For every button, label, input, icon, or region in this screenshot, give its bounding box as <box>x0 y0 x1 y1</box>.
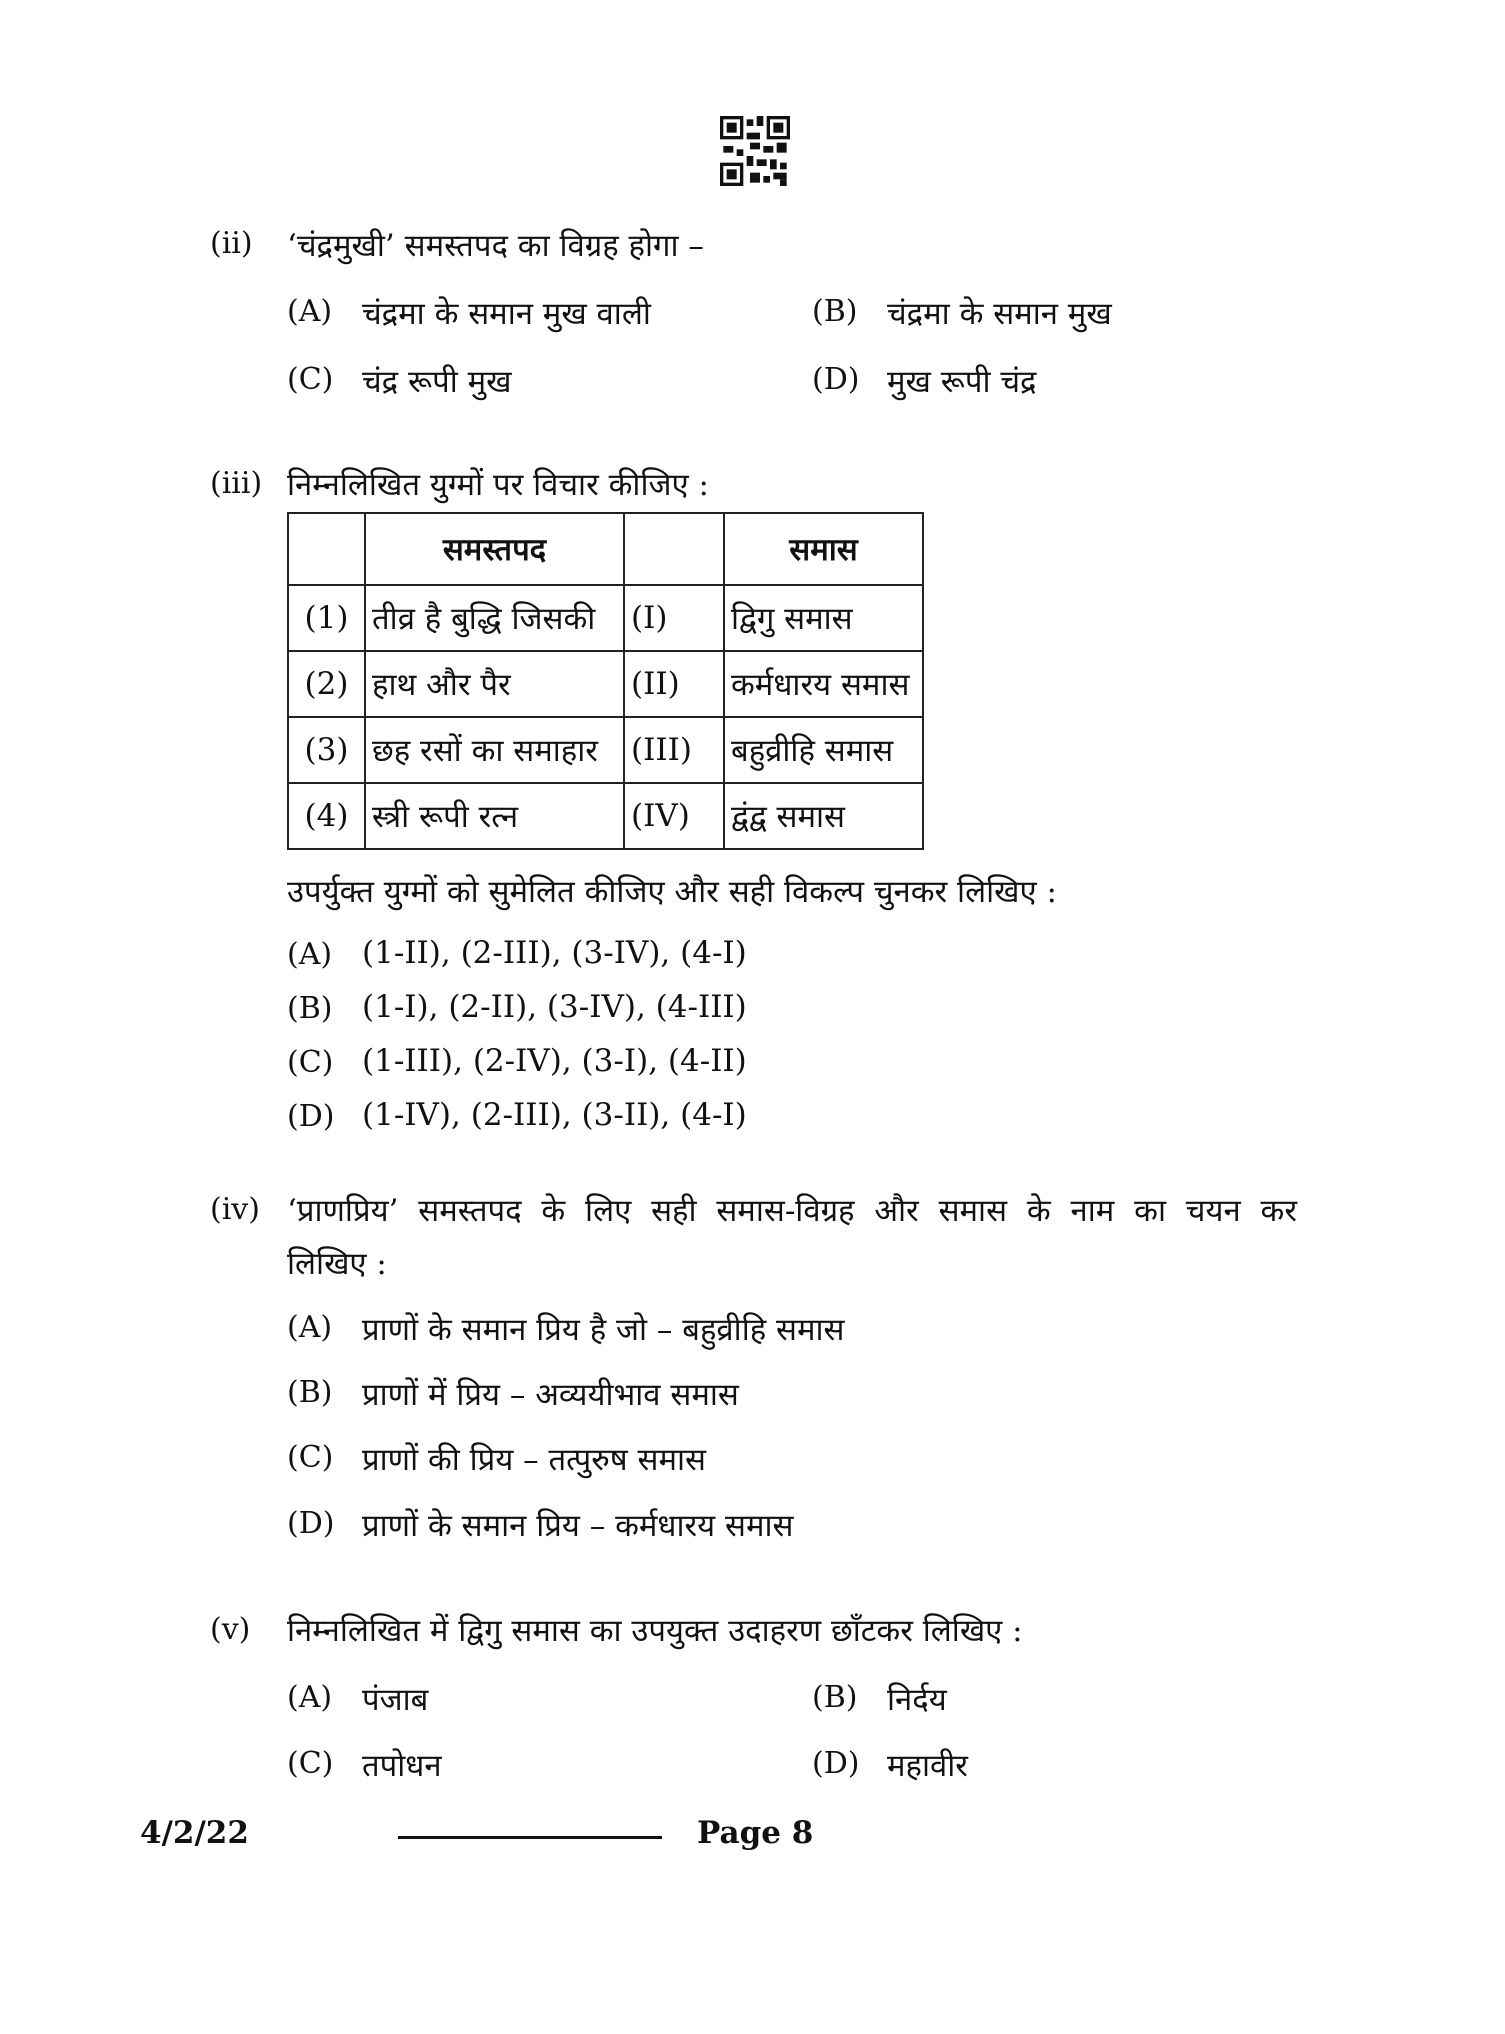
option-text: प्राणों की प्रिय – तत्पुरुष समास <box>362 1442 707 1478</box>
option-text: (1-II), (2-III), (3-IV), (4-I) <box>362 935 747 971</box>
option-label: (C) <box>287 1045 334 1080</box>
qr-code-icon <box>720 116 790 186</box>
option-label: (A) <box>287 1310 333 1345</box>
option-text: चंद्रमा के समान मुख <box>887 296 1112 332</box>
table-cell: (I) <box>624 585 724 651</box>
table-row <box>288 717 923 783</box>
table-cell: तीव्र है बुद्धि जिसकी <box>365 585 624 651</box>
option-text: (1-IV), (2-III), (3-II), (4-I) <box>362 1097 747 1133</box>
table-header-cell <box>624 513 724 585</box>
table-cell: हाथ और पैर <box>365 651 624 717</box>
question-number: (iii) <box>210 466 263 501</box>
matching-table <box>287 512 924 850</box>
option-label: (C) <box>287 362 334 397</box>
page-number: Page 8 <box>697 1815 814 1851</box>
question-text: निम्नलिखित युग्मों पर विचार कीजिए : <box>287 467 709 503</box>
option-label: (A) <box>287 1680 333 1715</box>
question-text: ‘चंद्रमुखी’ समस्तपद का विग्रह होगा – <box>287 228 704 264</box>
table-cell: (II) <box>624 651 724 717</box>
question-text: निम्नलिखित में द्विगु समास का उपयुक्त उदाहरण छाँटकर लिखिए : <box>287 1613 1023 1649</box>
question-number: (v) <box>210 1612 251 1647</box>
table-header-cell: समस्तपद <box>365 513 624 585</box>
table-cell: बहुव्रीहि समास <box>724 717 923 783</box>
table-row <box>288 651 923 717</box>
option-label: (B) <box>812 1680 858 1715</box>
option-text: मुख रूपी चंद्र <box>887 364 1037 400</box>
option-label: (B) <box>287 1375 333 1410</box>
option-label: (C) <box>287 1746 334 1781</box>
table-cell: स्त्री रूपी रत्न <box>365 783 624 849</box>
table-cell: (3) <box>288 717 365 783</box>
question-text: ‘प्राणप्रिय’ समस्तपद के लिए सही समास-विग्रह और समास के नाम का चयन कर <box>287 1193 1297 1229</box>
option-text: चंद्र रूपी मुख <box>362 364 512 400</box>
paper-code: 4/2/22 <box>140 1815 249 1851</box>
table-cell: द्विगु समास <box>724 585 923 651</box>
option-label: (D) <box>812 362 860 397</box>
option-text: प्राणों के समान प्रिय है जो – बहुव्रीहि समास <box>362 1312 845 1348</box>
option-label: (D) <box>812 1746 860 1781</box>
option-text: (1-I), (2-II), (3-IV), (4-III) <box>362 989 747 1025</box>
option-text: (1-III), (2-IV), (3-I), (4-II) <box>362 1043 747 1079</box>
option-label: (C) <box>287 1440 334 1475</box>
option-label: (B) <box>812 294 858 329</box>
table-header-cell: समास <box>724 513 923 585</box>
question-instruction: उपर्युक्त युग्मों को सुमेलित कीजिए और सही विकल्प चुनकर लिखिए : <box>287 874 1057 910</box>
option-text: प्राणों में प्रिय – अव्ययीभाव समास <box>362 1377 739 1413</box>
table-row <box>288 783 923 849</box>
option-text: निर्दय <box>887 1682 947 1718</box>
option-text: चंद्रमा के समान मुख वाली <box>362 296 651 332</box>
option-text: पंजाब <box>362 1682 429 1718</box>
option-text: प्राणों के समान प्रिय – कर्मधारय समास <box>362 1508 794 1544</box>
option-label: (D) <box>287 1099 335 1134</box>
table-cell: (1) <box>288 585 365 651</box>
table-cell: द्वंद्व समास <box>724 783 923 849</box>
question-text-continued: लिखिए : <box>287 1246 387 1282</box>
question-number: (ii) <box>210 226 253 261</box>
table-header-row <box>288 513 923 585</box>
table-header-cell <box>288 513 365 585</box>
option-text: महावीर <box>887 1748 968 1784</box>
option-label: (A) <box>287 294 333 329</box>
table-cell: (III) <box>624 717 724 783</box>
footer-divider <box>398 1836 662 1839</box>
table-cell: छह रसों का समाहार <box>365 717 624 783</box>
table-cell: (IV) <box>624 783 724 849</box>
option-label: (A) <box>287 937 333 972</box>
table-row <box>288 585 923 651</box>
table-cell: कर्मधारय समास <box>724 651 923 717</box>
table-cell: (2) <box>288 651 365 717</box>
table-cell: (4) <box>288 783 365 849</box>
option-text: तपोधन <box>362 1748 442 1784</box>
question-number: (iv) <box>210 1192 260 1227</box>
option-label: (B) <box>287 991 333 1026</box>
option-label: (D) <box>287 1506 335 1541</box>
